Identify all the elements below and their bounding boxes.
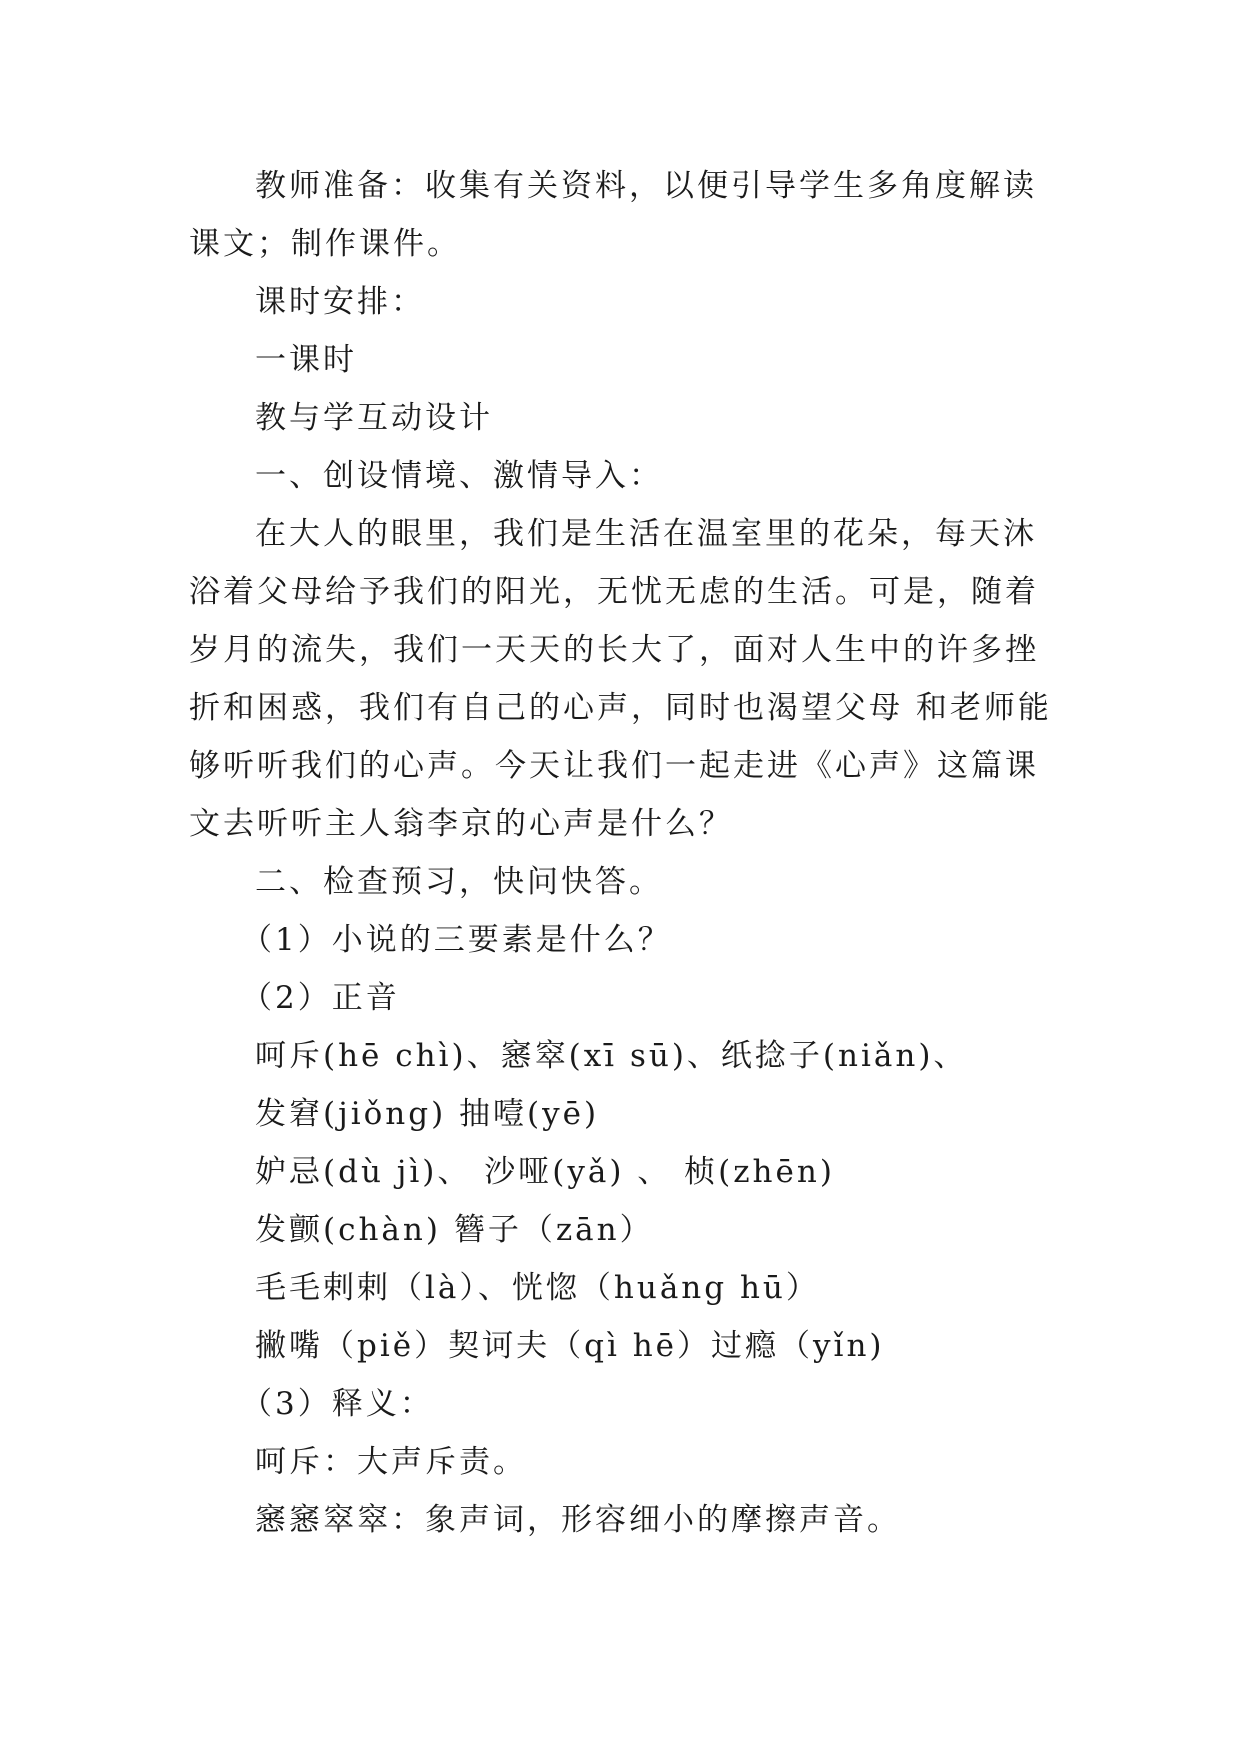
list-item-question-1: （1）小说的三要素是什么？ <box>241 922 672 958</box>
paragraph-teacher-prep: 教师准备：收集有关资料，以便引导学生多角度解读课文；制作课件。 <box>189 168 1037 262</box>
list-item-definitions-heading: （3）释义： <box>241 1386 434 1422</box>
pronunciation-line: 呵斥(hē chì)、窸窣(xī sū)、纸捻子(niǎn)、 <box>255 1038 968 1074</box>
pronunciation-line: 撇嘴（piě）契诃夫（qì hē）过瘾（yǐn) <box>255 1328 885 1364</box>
list-item-pronunciation-heading: （2）正音 <box>241 980 400 1016</box>
pronunciation-line: 毛毛剌剌（là）、恍惚（huǎng hū） <box>255 1270 820 1306</box>
pronunciation-line: 发窘(jiǒng) 抽噎(yē) <box>255 1096 600 1132</box>
section-heading-intro: 一、创设情境、激情导入： <box>255 458 663 494</box>
pronunciation-line: 妒忌(dù jì)、 沙哑(yǎ) 、 桢(zhēn) <box>255 1154 835 1190</box>
definition-line: 窸窸窣窣：象声词，形容细小的摩擦声音。 <box>255 1502 901 1538</box>
paragraph-interaction-design: 教与学互动设计 <box>255 400 493 436</box>
pronunciation-line: 发颤(chàn) 簪子（zān） <box>255 1212 654 1248</box>
paragraph-intro-body: 在大人的眼里，我们是生活在温室里的花朵，每天沐浴着父母给予我们的阳光，无忧无虑的生活。可是，随着岁月的流失，我们一天天的长大了，面对人生中的许多挫折和困惑，我们有自己的心声，同时也渴望父母 和老师能够听听我们的心声。今天让我们一起走进《心声》这篇课文去听听主人翁李京的心声是什么？ <box>189 516 1052 842</box>
paragraph-schedule-value: 一课时 <box>255 342 357 378</box>
paragraph-schedule-heading: 课时安排： <box>255 284 425 320</box>
section-heading-preview: 二、检查预习，快问快答。 <box>255 864 663 900</box>
definition-line: 呵斥：大声斥责。 <box>255 1444 527 1480</box>
document-body <box>189 157 1059 1549</box>
